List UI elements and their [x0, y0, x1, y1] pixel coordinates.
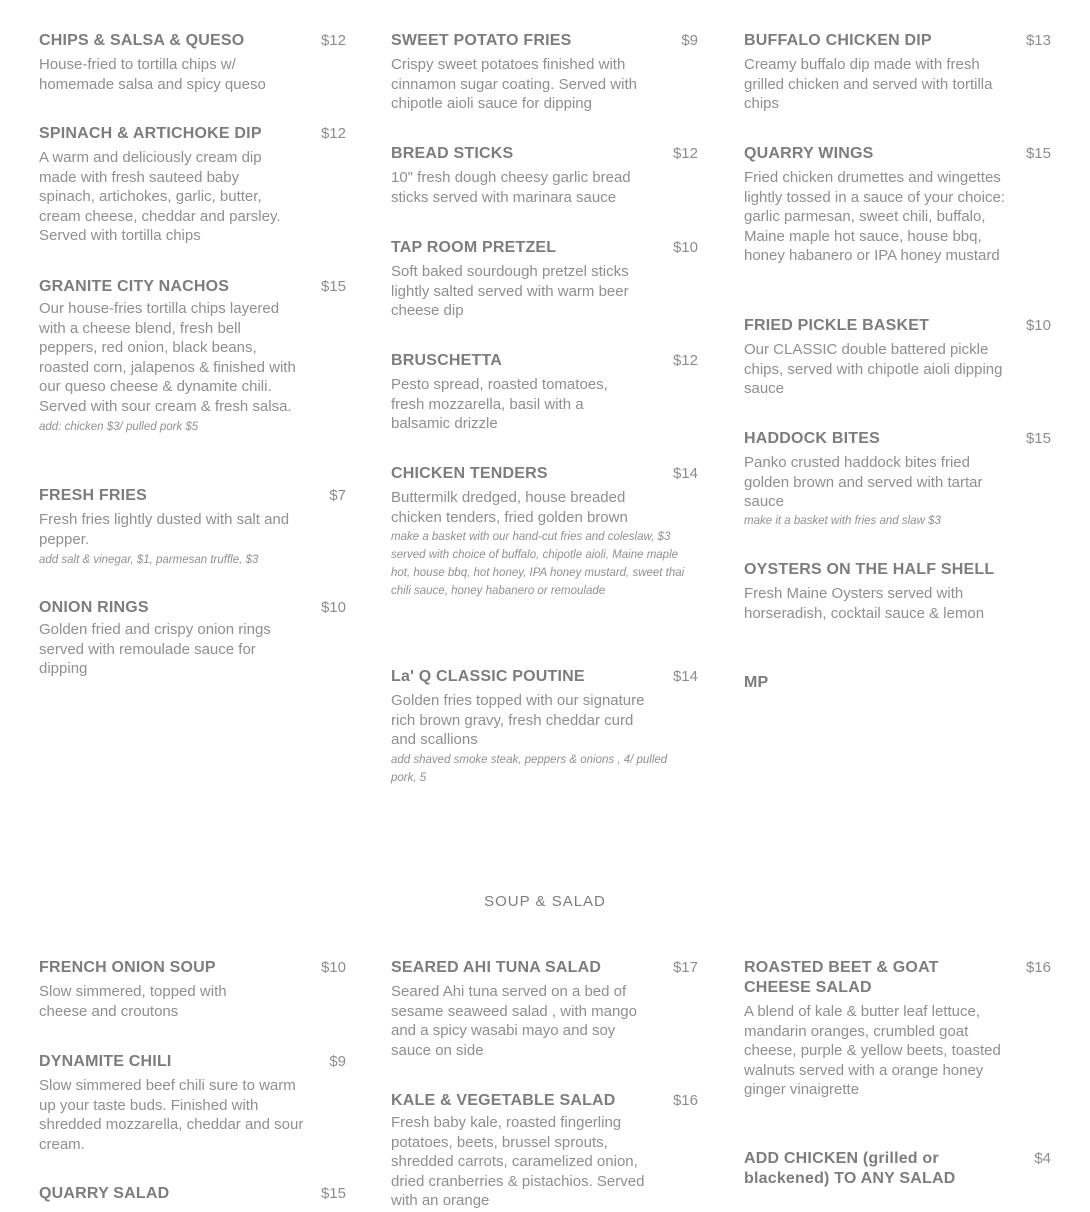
menu-item: [744, 429, 1051, 530]
item-name: BRUSCHETTA: [391, 352, 503, 369]
menu-item: [744, 1149, 1051, 1189]
item-description: Fresh baby kale, roasted fingerling potatoes, beets, brussel sprouts, shredded carrots, caramelized onion, dried cranberries & pistachios. Served with an orange: [391, 1114, 645, 1209]
item-price: $13: [1025, 32, 1051, 49]
item-price: $16: [672, 1092, 698, 1109]
item-price: $10: [320, 599, 346, 616]
item-price: $15: [1025, 145, 1051, 162]
item-description: Seared Ahi tuna served on a bed of sesame seaweed salad , with mango and a spicy wasabi mayo and soy sauce on side: [391, 983, 637, 1059]
item-name: BUFFALO CHICKEN DIP: [744, 32, 932, 49]
item-name: SEARED AHI TUNA SALAD: [391, 959, 602, 976]
menu-item: [39, 124, 346, 246]
item-description: Pesto spread, roasted tomatoes, fresh mozzarella, basil with a balsamic drizzle: [391, 376, 608, 432]
menu-item: [39, 1052, 346, 1154]
item-price: $12: [672, 352, 698, 369]
item-name: TAP ROOM PRETZEL: [391, 239, 557, 256]
menu-item: [39, 31, 346, 94]
item-name: QUARRY WINGS: [744, 145, 874, 162]
item-description: Golden fried and crispy onion rings served with remoulade sauce for dipping: [39, 621, 271, 677]
item-price: $12: [672, 145, 698, 162]
menu-item: [391, 351, 698, 434]
menu-item: [391, 958, 698, 1060]
section-title: SOUP & SALAD: [484, 893, 606, 910]
menu-item: [744, 31, 1051, 114]
item-description: Fresh fries lightly dusted with salt and pepper.: [39, 511, 290, 548]
item-description: A blend of kale & butter leaf lettuce, mandarin oranges, crumbled goat cheese, purple & yellow beets, toasted walnuts served with a orange honey ginger vinaigrette: [744, 1003, 1001, 1098]
item-note: add: chicken $3/ pulled pork $5: [39, 421, 199, 433]
item-note: make it a basket with fries and slaw $3: [744, 514, 941, 527]
item-name: MP: [744, 674, 769, 691]
item-price: $17: [672, 959, 698, 976]
menu-item: [39, 598, 346, 679]
menu-item: [39, 1184, 346, 1204]
item-price: $15: [320, 278, 346, 295]
item-description: Our CLASSIC double battered pickle chips, served with chipotle aioli dipping sauce: [744, 341, 1003, 397]
item-description: Slow simmered beef chili sure to warm up your taste buds. Finished with shredded mozzarella, cheddar and sour cream.: [39, 1077, 304, 1153]
item-name: KALE & VEGETABLE SALAD: [391, 1092, 616, 1109]
item-price: $10: [1025, 317, 1051, 334]
item-name: BREAD STICKS: [391, 145, 514, 162]
item-name: FRIED PICKLE BASKET: [744, 317, 930, 334]
item-description: Golden fries topped with our signature rich brown gravy, fresh cheddar curd and scallions: [391, 692, 645, 748]
menu-item: [744, 144, 1051, 266]
menu-item: [391, 464, 698, 600]
menu-item: [391, 238, 698, 321]
item-name: OYSTERS ON THE HALF SHELL: [744, 561, 995, 578]
item-note: add shaved smoke steak, peppers & onions , 4/ pulled pork, 5: [391, 753, 668, 784]
menu-item: [744, 560, 1051, 623]
item-note: served with choice of buffalo, chipotle aioli, Maine maple hot, house bbq, hot honey, IPA honey mustard, sweet thai chili sauce, honey habanero or remoulade: [391, 549, 685, 597]
item-description: A warm and deliciously cream dip made with fresh sauteed baby spinach, artichokes, garlic, butter, cream cheese, cheddar and parsley. Served with tortilla chips: [39, 149, 281, 244]
item-name: SWEET POTATO FRIES: [391, 32, 572, 49]
item-price: $14: [672, 668, 698, 685]
item-name: FRENCH ONION SOUP: [39, 959, 216, 976]
menu-item: [391, 1091, 698, 1211]
item-description: House-fried to tortilla chips w/ homemade salsa and spicy queso: [39, 56, 266, 93]
item-price: $12: [320, 125, 346, 142]
item-description: Panko crusted haddock bites fried golden brown and served with tartar sauce: [744, 454, 983, 510]
menu-item: [39, 486, 346, 569]
item-price: $7: [329, 487, 346, 504]
item-name: SPINACH & ARTICHOKE DIP: [39, 125, 262, 142]
item-price: $14: [672, 465, 698, 482]
item-name: HADDOCK BITES: [744, 430, 880, 447]
item-name: La' Q CLASSIC POUTINE: [391, 668, 585, 685]
item-name: CHIPS & SALSA & QUESO: [39, 32, 245, 49]
item-name: CHICKEN TENDERS: [391, 465, 548, 482]
menu-item: [39, 958, 346, 1021]
menu-item: [39, 277, 346, 436]
item-description: Fried chicken drumettes and wingettes lightly tossed in a sauce of your choice: garlic parmesan, sweet chili, buffalo, Maine maple hot sauce, house bbq, honey habanero or IPA honey mustard: [744, 169, 1005, 264]
item-description: 10" fresh dough cheesy garlic bread sticks served with marinara sauce: [391, 169, 631, 206]
item-price: $9: [329, 1053, 346, 1070]
item-description: Crispy sweet potatoes finished with cinnamon sugar coating. Served with chipotle aioli sauce for dipping: [391, 56, 637, 112]
item-description: Buttermilk dredged, house breaded chicken tenders, fried golden brown: [391, 489, 628, 526]
item-price: $16: [1025, 959, 1051, 976]
item-price: $12: [320, 32, 346, 49]
menu-item: [744, 958, 1051, 1100]
item-price: $10: [672, 239, 698, 256]
item-description: Soft baked sourdough pretzel sticks lightly salted served with warm beer cheese dip: [391, 263, 629, 319]
item-price: $15: [320, 1185, 346, 1202]
item-name: ROASTED BEET & GOAT CHEESE SALAD: [744, 959, 939, 996]
item-description: Our house-fries tortilla chips layered with a cheese blend, fresh bell peppers, red onion, black beans, roasted corn, jalapenos & finished with our queso cheese & dynamite chili. Served with sour cream & fresh salsa.: [39, 300, 296, 415]
menu-item: [391, 144, 698, 207]
item-price: $10: [320, 959, 346, 976]
menu-item: [744, 673, 1051, 693]
item-description: Fresh Maine Oysters served with horseradish, cocktail sauce & lemon: [744, 585, 985, 622]
item-name: GRANITE CITY NACHOS: [39, 278, 230, 295]
item-name: QUARRY SALAD: [39, 1185, 170, 1202]
item-description: Creamy buffalo dip made with fresh grilled chicken and served with tortilla chips: [744, 56, 993, 112]
item-name: FRESH FRIES: [39, 487, 147, 504]
item-name: DYNAMITE CHILI: [39, 1053, 172, 1070]
item-note: make a basket with our hand-cut fries and coleslaw, $3: [391, 531, 671, 543]
item-name: ONION RINGS: [39, 599, 149, 616]
menu-item: [391, 31, 698, 114]
item-price: $4: [1034, 1150, 1051, 1167]
item-price: $9: [681, 32, 698, 49]
menu-item: [744, 316, 1051, 399]
item-note: add salt & vinegar, $1, parmesan truffle, $3: [39, 554, 259, 566]
item-price: $15: [1025, 430, 1051, 447]
item-description: Slow simmered, topped with cheese and croutons: [39, 983, 227, 1020]
menu-item: [391, 667, 698, 787]
item-name: ADD CHICKEN (grilled or blackened) TO ANY SALAD: [744, 1150, 956, 1187]
